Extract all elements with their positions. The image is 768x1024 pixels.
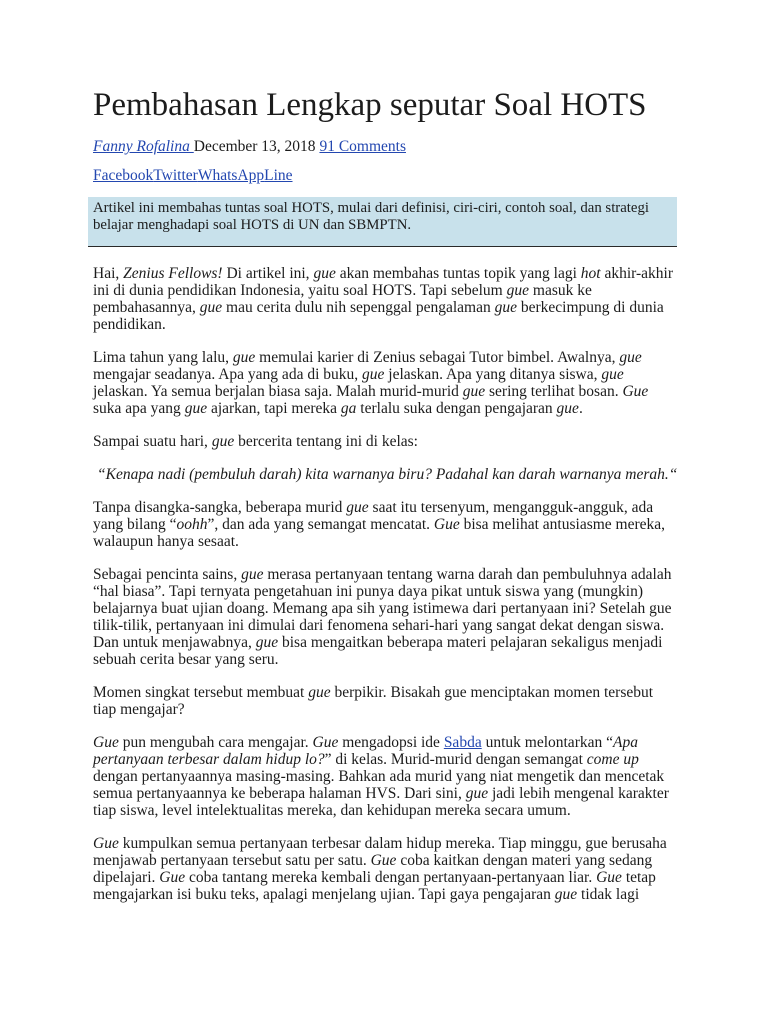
emphasis-text: Gue — [370, 852, 397, 869]
text-line: Gue kumpulkan semua pertanyaan terbesar dalam hidup mereka. Tiap minggu, gue berusaha — [93, 835, 667, 852]
paragraph — [93, 265, 768, 333]
text-line: Hai, Zenius Fellows! Di artikel ini, gue akan membahas tuntas topik yang lagi hot akhir-akhir — [93, 265, 673, 282]
text-line: Lima tahun yang lalu, gue memulai karier di Zenius sebagai Tutor bimbel. Awalnya, gue — [93, 349, 642, 366]
emphasis-text: Gue — [596, 869, 622, 886]
text-line: walaupun hanya sesaat. — [93, 533, 239, 550]
inline-link[interactable]: Sabda — [443, 734, 482, 751]
text-line: Sampai suatu hari, gue bercerita tentang ini di kelas: — [93, 433, 418, 450]
blockquote — [93, 466, 768, 483]
share-line-link[interactable]: Line — [264, 167, 293, 184]
article-body — [93, 265, 768, 903]
text-line: Tanpa disangka-sangka, beberapa murid gue saat itu tersenyum, mengangguk-angguk, ada — [93, 499, 654, 516]
emphasis-text: gue — [556, 400, 579, 417]
byline — [93, 138, 768, 155]
paragraph — [93, 349, 768, 417]
text-line: pendidikan. — [93, 316, 166, 333]
emphasis-text: gue — [465, 785, 489, 802]
paragraph — [93, 433, 768, 450]
text-line: ini di dunia pendidikan Indonesia, yaitu soal HOTS. Tapi sebelum gue masuk ke — [93, 282, 592, 299]
text-line: suka apa yang gue ajarkan, tapi mereka ga terlalu suka dengan pengajaran gue. — [93, 400, 583, 417]
text-line: sebuah cerita besar yang seru. — [93, 651, 279, 668]
emphasis-text: gue — [232, 349, 256, 366]
text-line: “hal biasa”. Tapi ternyata pengetahuan ini punya daya pikat untuk siswa yang (mungkin) — [93, 583, 644, 600]
emphasis-text: come up — [586, 751, 639, 768]
emphasis-text: gue — [494, 299, 517, 316]
emphasis-text: “Kenapa nadi (pembuluh darah) kita warnanya biru? Padahal kan darah warnanya merah.“ — [97, 466, 678, 483]
emphasis-text: gue — [199, 299, 223, 316]
text-line: tilik-tilik, pertanyaan ini dimulai dari fenomena sehari-hari yang sangat dekat dengan siswa. — [93, 617, 665, 634]
text-line: menjawab pertanyaan tersebut satu per satu. Gue coba kaitkan dengan materi yang sedang — [93, 852, 653, 869]
paragraph — [93, 499, 768, 550]
author-link[interactable]: Fanny Rofalina — [93, 138, 194, 155]
share-facebook-link[interactable]: Facebook — [93, 167, 154, 184]
text-line: pertanyaan terbesar dalam hidup lo?” di kelas. Murid-murid dengan semangat come up — [93, 751, 639, 768]
text-line: dengan pertanyaannya masing-masing. Bahkan ada murid yang niat mengetik dan mencetak — [93, 768, 665, 785]
emphasis-text: gue — [506, 282, 530, 299]
share-twitter-link[interactable]: Twitter — [153, 167, 198, 184]
text-line: Gue pun mengubah cara mengajar. Gue mengadopsi ide Sabda untuk melontarkan “Apa — [93, 734, 638, 751]
emphasis-text: gue — [462, 383, 486, 400]
emphasis-text: gue — [554, 886, 578, 903]
text-line: yang bilang “oohh”, dan ada yang semangat mencatat. Gue bisa melihat antusiasme mereka, — [93, 516, 666, 533]
text-line: tiap mengajar? — [93, 701, 185, 718]
emphasis-text: Apa — [612, 734, 638, 751]
emphasis-text: pertanyaan terbesar dalam hidup lo? — [93, 751, 325, 768]
emphasis-text: Gue — [159, 869, 186, 886]
share-whatsapp-link[interactable]: WhatsApp — [197, 167, 265, 184]
emphasis-text: gue — [619, 349, 642, 366]
text-line: jelaskan. Ya semua berjalan biasa saja. Malah murid-murid gue sering terlihat bosan. Gue — [93, 383, 649, 400]
summary-line: belajar menghadapi soal HOTS di UN dan SBMPTN. — [93, 217, 412, 233]
text-line: semua pertanyaannya ke beberapa halaman HVS. Dari sini, gue jadi lebih mengenal karakter — [93, 785, 669, 802]
emphasis-text: Gue — [93, 734, 119, 751]
text-line: Momen singkat tersebut membuat gue berpikir. Bisakah gue menciptakan momen tersebut — [93, 684, 654, 701]
paragraph — [93, 566, 768, 668]
emphasis-text: Gue — [622, 383, 649, 400]
emphasis-text: hot — [580, 265, 601, 282]
emphasis-text: Gue — [93, 835, 119, 852]
text-line: Sebagai pencinta sains, gue merasa pertanyaan tentang warna darah dan pembuluhnya adalah — [93, 566, 672, 583]
emphasis-text: ga — [340, 400, 357, 417]
publish-date: December 13, 2018 — [193, 138, 316, 155]
article-title: Pembahasan Lengkap seputar Soal HOTS — [93, 87, 647, 123]
text-line: mengajar seadanya. Apa yang ada di buku, gue jelaskan. Apa yang ditanya siswa, gue — [93, 366, 624, 383]
text-line: tiap siswa, level intelektualitas mereka, dan kehidupan mereka secara umum. — [93, 802, 571, 819]
emphasis-text: gue — [241, 566, 264, 583]
text-line: mengajarkan isi buku teks, apalagi menjelang ujian. Tapi gaya pengajaran gue tidak lagi — [93, 886, 640, 903]
emphasis-text: gue — [308, 684, 331, 701]
text-line: dipelajari. Gue coba tantang mereka kembali dengan pertanyaan-pertanyaan liar. Gue tetap — [93, 869, 656, 886]
text-line: Dan untuk menjawabnya, gue bisa mengaitkan beberapa materi pelajaran sekaligus menjadi — [93, 634, 663, 651]
emphasis-text: Gue — [312, 734, 339, 751]
paragraph — [93, 684, 768, 718]
emphasis-text: oohh — [176, 516, 208, 533]
emphasis-text: Zenius Fellows! — [123, 265, 223, 282]
summary-line: Artikel ini membahas tuntas soal HOTS, mulai dari definisi, ciri-ciri, contoh soal, dan strategi — [93, 200, 649, 216]
emphasis-text: gue — [346, 499, 369, 516]
emphasis-text: gue — [313, 265, 336, 282]
emphasis-text: gue — [362, 366, 385, 383]
emphasis-text: gue — [601, 366, 624, 383]
text-line: belajarnya buat ujian doang. Memang apa sih yang istimewa dari pertanyaan ini? Setelah gue — [93, 600, 672, 617]
emphasis-text: gue — [184, 400, 208, 417]
emphasis-text: gue — [255, 634, 279, 651]
share-links — [93, 167, 768, 184]
emphasis-text: Gue — [433, 516, 460, 533]
emphasis-text: gue — [211, 433, 235, 450]
paragraph — [93, 734, 768, 819]
text-line — [97, 466, 768, 483]
paragraph — [93, 835, 768, 903]
comments-link[interactable]: 91 Comments — [319, 138, 406, 155]
article-summary-box — [88, 197, 677, 247]
text-line: pembahasannya, gue mau cerita dulu nih sepenggal pengalaman gue berkecimpung di dunia — [93, 299, 664, 316]
